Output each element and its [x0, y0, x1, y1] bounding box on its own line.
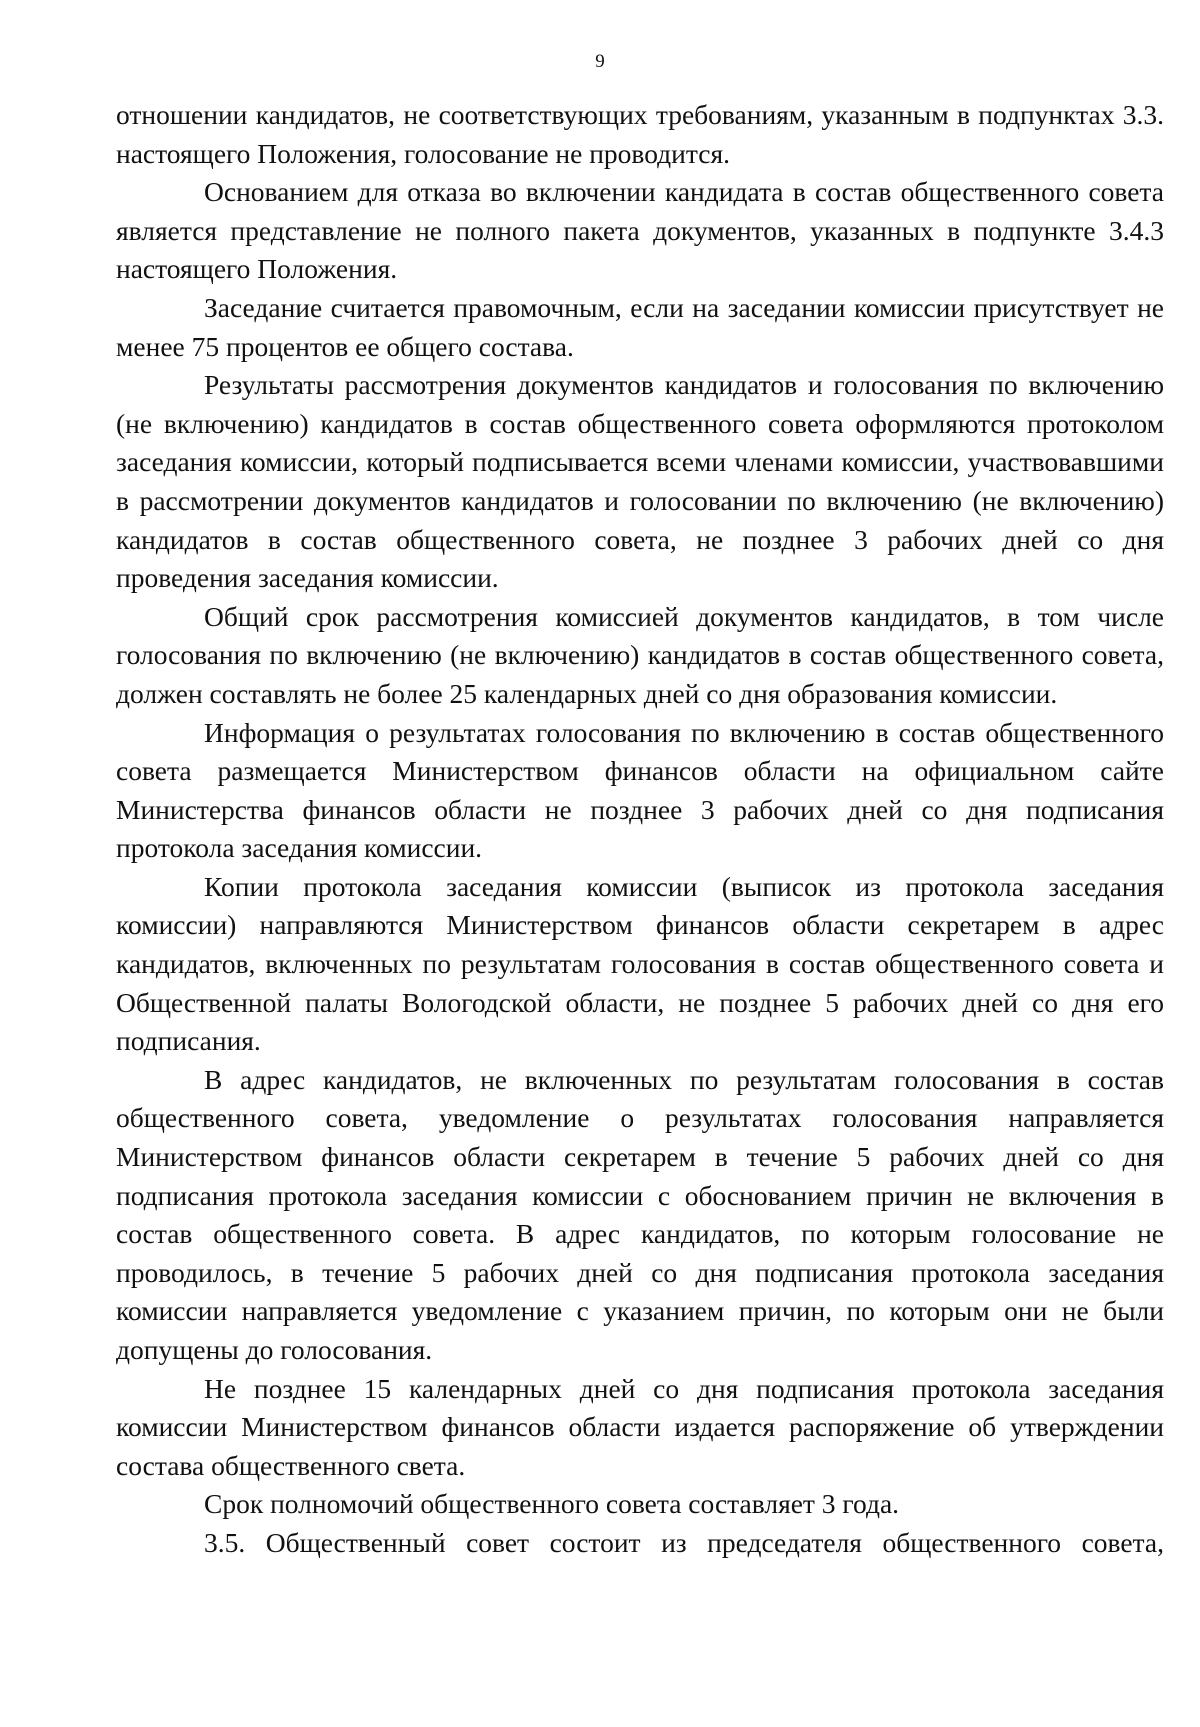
- paragraph: В адрес кандидатов, не включенных по результатам голосования в состав общественного совета, уведомление о результатах голосования направляется Министерством финансов области секретарем в течение 5 рабочих дней со дня подписания протокола заседания комиссии с обоснованием причин не включения в состав общественного совета. В адрес кандидатов, по которым голосование не проводилось, в течение 5 рабочих дней со дня подписания протокола заседания комиссии направляется уведомление с указанием причин, по которым они не были допущены до голосования.: [116, 1063, 1164, 1365]
- paragraph: Срок полномочий общественного совета составляет 3 года.: [204, 1488, 900, 1520]
- paragraph: Копии протокола заседания комиссии (выписок из протокола заседания комиссии) направляются Министерством финансов области секретарем в адрес кандидатов, включенных по результатам голосования в состав общественного совета и Общественной палаты Вологодской области, не позднее 5 рабочих дней со дня его подписания.: [116, 870, 1164, 1057]
- paragraph: Информация о результатах голосования по включению в состав общественного совета размещается Министерством финансов области на официальном сайте Министерства финансов области не позднее 3 рабочих дней со дня подписания протокола заседания комиссии.: [116, 716, 1164, 864]
- paragraph: Заседание считается правомочным, если на заседании комиссии присутствует не менее 75 процентов ее общего состава.: [116, 291, 1164, 362]
- paragraph: Не позднее 15 календарных дней со дня подписания протокола заседания комиссии Министерством финансов области издается распоряжение об утверждении состава общественного света.: [116, 1372, 1164, 1481]
- paragraph: Результаты рассмотрения документов кандидатов и голосования по включению (не включению) кандидатов в состав общественного совета оформляются протоколом заседания комиссии, который подписывается всеми членами комиссии, участвовавшими в рассмотрении документов кандидатов и голосовании по включению (не включению) кандидатов в состав общественного совета, не позднее 3 рабочих дней со дня проведения заседания комиссии.: [116, 369, 1164, 594]
- paragraph: Общий срок рассмотрения комиссией документов кандидатов, в том числе голосования по включению (не включению) кандидатов в состав общественного совета, должен составлять не более 25 календарных дней со дня образования комиссии.: [116, 600, 1164, 709]
- paragraph: Основанием для отказа во включении кандидата в состав общественного совета является представление не полного пакета документов, указанных в подпункте 3.4.3 настоящего Положения.: [116, 176, 1164, 285]
- document-body: [116, 96, 1164, 1563]
- paragraph: 3.5. Общественный совет состоит из председателя общественного совета,: [204, 1526, 1164, 1558]
- page-number: 9: [595, 51, 605, 72]
- paragraph: отношении кандидатов, не соответствующих требованиям, указанным в подпунктах 3.3. настоящего Положения, голосование не проводится.: [116, 99, 1164, 169]
